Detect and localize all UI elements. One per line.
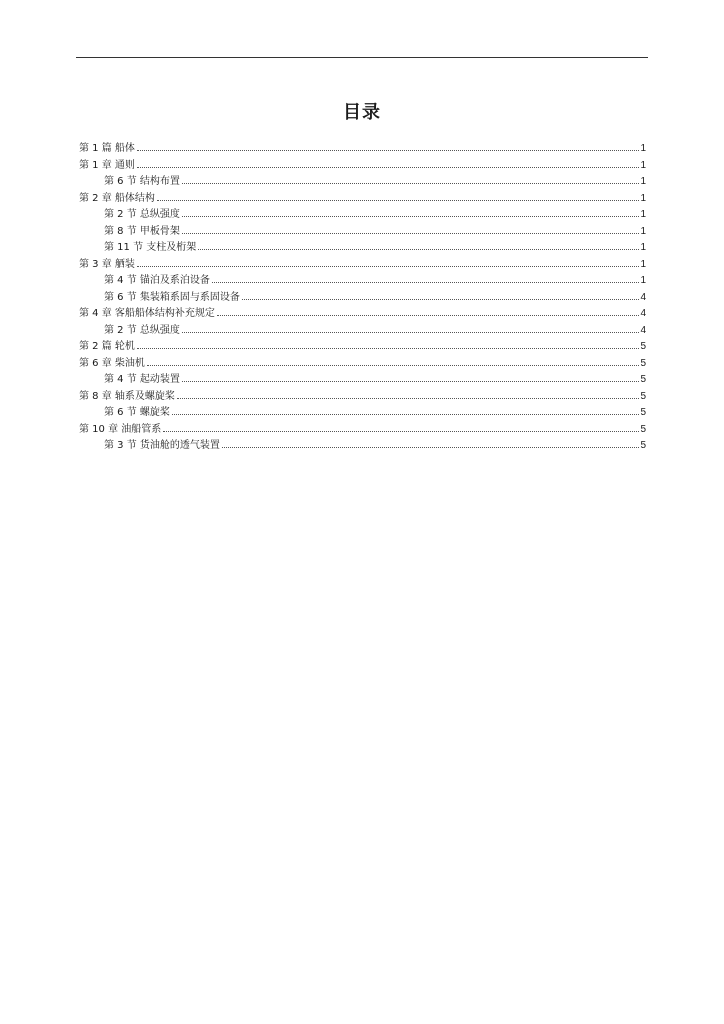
toc-entry-chapter-3[interactable] (79, 257, 646, 274)
toc-page-number: 4 (640, 324, 646, 336)
toc-list (79, 141, 646, 455)
toc-entry-label: 第 2 章 船体结构 (79, 192, 155, 204)
toc-dot-leader (222, 447, 640, 448)
toc-dot-leader (212, 282, 640, 283)
toc-entry-label: 第 8 章 轴系及螺旋桨 (79, 390, 175, 402)
toc-dot-leader (163, 431, 639, 432)
toc-entry-label: 第 6 节 螺旋桨 (104, 407, 170, 418)
toc-dot-leader (172, 414, 640, 415)
toc-title: 目录 (343, 102, 381, 123)
toc-page-number: 1 (640, 225, 646, 237)
toc-page-number: 1 (640, 143, 646, 154)
toc-page-number: 1 (640, 275, 646, 286)
toc-entry-chapter-8[interactable] (79, 389, 646, 406)
toc-entry-section[interactable] (79, 323, 646, 340)
toc-dot-leader (217, 315, 640, 316)
toc-entry-section[interactable] (79, 405, 646, 422)
toc-dot-leader (182, 332, 640, 333)
toc-entry-part-2[interactable] (79, 339, 646, 356)
toc-dot-leader (137, 150, 640, 151)
toc-entry-label: 第 6 节 结构布置 (104, 176, 180, 187)
toc-page-number: 1 (640, 258, 646, 270)
toc-dot-leader (137, 167, 640, 168)
toc-entry-chapter-2[interactable] (79, 191, 646, 208)
toc-entry-section[interactable] (79, 273, 646, 290)
toc-page-number: 1 (640, 242, 646, 253)
toc-entry-chapter-4[interactable] (79, 306, 646, 323)
toc-page-number: 1 (640, 176, 646, 187)
toc-entry-chapter-10[interactable] (79, 422, 646, 439)
toc-dot-leader (242, 299, 640, 300)
toc-entry-label: 第 2 篇 轮机 (79, 341, 135, 352)
toc-page-number: 5 (640, 423, 646, 435)
toc-entry-section[interactable] (79, 240, 646, 257)
toc-dot-leader (177, 398, 640, 399)
toc-entry-label: 第 10 章 油船管系 (79, 423, 162, 435)
toc-page-number: 4 (640, 291, 646, 303)
toc-page-number: 1 (640, 192, 646, 204)
toc-dot-leader (182, 233, 640, 234)
toc-entry-section[interactable] (79, 174, 646, 191)
toc-entry-label: 第 6 章 柴油机 (79, 357, 145, 369)
toc-entry-label: 第 1 章 通则 (79, 159, 135, 171)
toc-entry-chapter-1[interactable] (79, 158, 646, 175)
toc-dot-leader (182, 381, 640, 382)
toc-entry-part-1[interactable] (79, 141, 646, 158)
toc-entry-label: 第 4 节 锚泊及系泊设备 (104, 275, 210, 286)
toc-entry-section[interactable] (79, 290, 646, 307)
toc-entry-label: 第 2 节 总纵强度 (104, 324, 180, 336)
toc-entry-label: 第 6 节 集装箱系固与系固设备 (104, 291, 240, 303)
toc-page-number: 1 (640, 209, 646, 220)
toc-dot-leader (182, 183, 640, 184)
toc-dot-leader (157, 200, 640, 201)
toc-page-number: 5 (640, 407, 646, 418)
toc-dot-leader (198, 249, 639, 250)
toc-page-number: 4 (640, 308, 646, 319)
toc-entry-section[interactable] (79, 372, 646, 389)
toc-dot-leader (137, 348, 640, 349)
toc-entry-label: 第 1 篇 船体 (79, 143, 135, 154)
toc-page-number: 1 (640, 159, 646, 171)
toc-entry-label: 第 4 节 起动装置 (104, 374, 180, 385)
toc-entry-section[interactable] (79, 207, 646, 224)
toc-page-number: 5 (640, 374, 646, 385)
toc-entry-section[interactable] (79, 224, 646, 241)
toc-entry-label: 第 11 节 支柱及桁架 (104, 242, 197, 253)
toc-page-number: 5 (640, 390, 646, 402)
toc-entry-chapter-6[interactable] (79, 356, 646, 373)
header-rule (76, 57, 648, 58)
toc-page-number: 5 (640, 341, 646, 352)
toc-dot-leader (137, 266, 640, 267)
toc-dot-leader (147, 365, 640, 366)
toc-entry-label: 第 2 节 总纵强度 (104, 209, 180, 220)
toc-page-number: 5 (640, 357, 646, 369)
toc-page-number: 5 (640, 440, 646, 451)
toc-dot-leader (182, 216, 640, 217)
toc-entry-label: 第 8 节 甲板骨架 (104, 225, 180, 237)
toc-entry-label: 第 3 章 舾装 (79, 258, 135, 270)
toc-entry-label: 第 4 章 客船船体结构补充规定 (79, 308, 215, 319)
toc-entry-label: 第 3 节 货油舱的透气装置 (104, 440, 220, 451)
toc-entry-section[interactable] (79, 438, 646, 455)
